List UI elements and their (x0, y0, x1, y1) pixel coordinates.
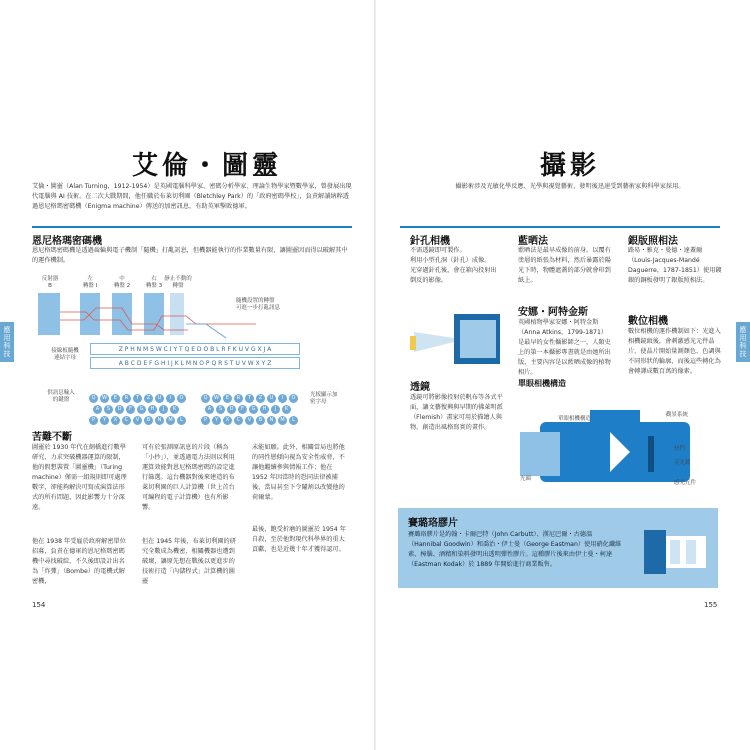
plugboard-row-bottom: A B C D E F G H I J K L M N O P Q R S T U V W X Y Z (90, 357, 300, 369)
keyboard-label: 供訊息輸入 的鍵盤 (47, 390, 75, 403)
key[interactable]: C (122, 416, 131, 425)
lamp: K (282, 405, 291, 414)
cyanotype-text: 藍晒法是最早成像的前身。以覆有塗層的紙張為材料，然后暴露於陽光下時，物體遮蓋的部分就會印到紙上。 (518, 247, 611, 284)
key[interactable]: T (133, 394, 142, 403)
lamp: M (278, 416, 287, 425)
col3-a: 未能如願。此外，相關當局也將他的同性戀傾向視為安全性威脅，不讓他繼續參與情報工作；他在 1952 年因當時的恐同法律被捕後，當局甚至下令閹割以改變他的荷爾蒙。 (252, 444, 345, 501)
key[interactable]: A (93, 405, 102, 414)
enigma-text: 恩尼格瑪密碼機是透過齒輪與電子機制「隨機」打亂訊息，但機器能執行的作業數量有限，讓圖靈因而得以破解其中的運作機制。 (32, 247, 348, 264)
lamp: R (234, 394, 243, 403)
col1-a: 圖靈於 1930 年代在劍橋進行數學研究，力求突破機器運算的限制，他的假想裝置「圖靈機」（Turing machine）僅需一組規則即可處理數字，卻能夠解決可寫成演算法形式的所有問題，因此影響力十分深遠。 (32, 444, 127, 511)
col1-b: 他在 1938 年受雇於政府解密單位招募，負責在德軍的恩尼格瑪密碼機中尋找破綻，不久後即設計出名為「炸彈」（Bombe）的電機式解密機， (32, 538, 126, 585)
key[interactable]: K (170, 405, 179, 414)
key[interactable]: Q (89, 394, 98, 403)
turing-intro: 艾倫・圖靈（Alan Turning，1912-1954）是英國電腦科學家、密碼分析學家、理論生物學家暨數學家，曾發展出現代電腦與 AI 技術。在二次大戰期間，他任職於布萊切利園（Bletchley Park）的「政府密碼學校」，負責解讀納粹透過恩尼格瑪密碼機（Enigma machine）傳送的加密訊息，有助英軍擊敗德軍。 (32, 183, 352, 210)
section-rule-right (400, 226, 720, 228)
cyanotype-heading: 藍晒法 (518, 236, 548, 247)
page-title-photography: 攝影 (540, 151, 601, 181)
film-text: 賽璐珞膠片是約翰・卡爾巴特（John Carbutt）、漢尼巴爾・古德溫（Hannibal Goodwin）和喬治・伊士曼（George Eastman）使用硝化纖維素、樟腦、酒精和染料發明出透明彈性膠片。這種膠片後來由伊士曼・柯達（Eastman Kodak）於 1889 年開始進行商業販售。 (408, 531, 622, 568)
lamp: A (205, 405, 214, 414)
pinhole-item: 利用小型孔洞（針孔）成像。 (410, 257, 491, 264)
key[interactable]: P (89, 416, 98, 425)
page-title-turing: 艾倫・圖靈 (132, 151, 283, 181)
key[interactable]: O (177, 394, 186, 403)
keyboard-row-3 (88, 406, 187, 425)
lamp: T (245, 394, 254, 403)
lamp: V (245, 416, 254, 425)
label-sensor: 感光元件 (674, 480, 697, 486)
plug-label: 接線板隨機 連結字母 (51, 348, 79, 361)
pinhole-item: 不需透鏡即可製作。 (410, 247, 466, 254)
lamp: F (238, 405, 247, 414)
rotor-label-right: 右 轉盤 3 (145, 276, 163, 289)
key[interactable]: B (144, 416, 153, 425)
pinhole-illustration (404, 312, 504, 372)
rotor-note: 隨機設置的轉盤 可進一步打亂訊息 (236, 298, 281, 311)
key[interactable]: V (133, 416, 142, 425)
enigma-heading: 恩尼格瑪密碼機 (32, 236, 102, 247)
side-tab-right: 應用科技 (736, 322, 750, 362)
rotor-label-left: 左 轉盤 I (82, 276, 98, 289)
pinhole-list (410, 246, 500, 286)
gutter (374, 0, 376, 750)
lamp: J (271, 405, 280, 414)
lens-heading: 透鏡 (410, 382, 430, 393)
lamp: P (201, 416, 210, 425)
col2-b: 但在 1945 年後，布萊切利園的研究全數成為機密，相關機器也遭到破壞，讓原先想在戰後以更進步的技術打造「內儲程式」計算機的圖靈 (142, 538, 236, 585)
slr-camera-illustration (520, 392, 700, 502)
key[interactable]: F (126, 405, 135, 414)
lens-text: 透鏡可將影像投射於帆布等各式平面，讓文藝復興與早期的佛萊明派（Flemish）畫家可用於描繪人與物，創造出風格寫實的畫作。 (410, 394, 503, 431)
film-roll-illustration (640, 522, 710, 582)
lampboard-row-3 (200, 406, 299, 425)
pinhole-item: 光穿過針孔後，會在箱內投射出倒反的影像。 (410, 267, 497, 284)
lamp: X (223, 416, 232, 425)
plugboard-row-top: Z P H N M S W C I Y T Q E D O B L R F K U V G X J A (90, 343, 300, 355)
lamp: Z (256, 394, 265, 403)
col3-b: 最後，飽受折磨的圖靈於 1954 年自殺，至於他對現代科學界的重大貢獻，也是近幾十年才獲得認可。 (252, 526, 346, 553)
key[interactable]: S (104, 405, 113, 414)
lamp: D (227, 405, 236, 414)
lamp: S (216, 405, 225, 414)
page-number-left: 154 (32, 601, 46, 609)
lamp: B (256, 416, 265, 425)
hardship-heading: 苦難不斷 (32, 432, 72, 443)
lamp: W (212, 394, 221, 403)
lamp: Q (201, 394, 210, 403)
key[interactable]: E (111, 394, 120, 403)
lamp: U (267, 394, 276, 403)
label-aperture: 光圈 (520, 476, 532, 482)
rotor-label-static: 靜止不動的 轉盤 (164, 276, 192, 289)
lampboard-label: 光板顯示加 密字母 (310, 392, 338, 405)
atkins-heading: 安娜・阿特金斯 (518, 307, 588, 318)
daguerreotype-heading: 銀版照相法 (628, 236, 678, 247)
daguerreotype-text: 路易・雅克・曼德・達蓋爾（Louis-Jacques-Mandé Daguerre，1787-1851）使用鍍銀的銅板發明了銀版照相法。 (628, 247, 722, 284)
label-shutter: 快門 (674, 446, 686, 452)
digital-text: 數位相機的運作機制如下：光進入相機鏡頭後，會刺激感光元件晶片，使晶片開始量測顏色、色調與不同形狀的輪廓，而後這些轉化為會轉譯成數百萬的像素。 (628, 328, 721, 375)
slr-heading: 單眼相機構造 (518, 379, 566, 388)
rotor-label-reflector: 反射器 B (41, 276, 59, 289)
lamp: I (278, 394, 287, 403)
key[interactable]: I (166, 394, 175, 403)
label-viewfinder: 觀景系統 (666, 412, 689, 418)
lamp: Y (212, 416, 221, 425)
key[interactable]: J (159, 405, 168, 414)
photo-intro: 攝影術涉及光敏化學反應、光學與視覺藝術，發明後迅速受到藝術家與科學家採用。 (455, 183, 685, 190)
lamp: G (249, 405, 258, 414)
label-mirror: 反光鏡 (674, 460, 691, 466)
lamp: C (234, 416, 243, 425)
section-rule (32, 226, 352, 228)
rotor-label-middle: 中 轉盤 2 (113, 276, 131, 289)
key[interactable]: L (177, 416, 186, 425)
key[interactable]: D (115, 405, 124, 414)
lamp: H (260, 405, 269, 414)
key[interactable]: Y (100, 416, 109, 425)
key[interactable]: X (111, 416, 120, 425)
film-heading: 賽璐珞膠片 (408, 518, 458, 529)
pinhole-heading: 針孔相機 (410, 236, 450, 247)
key[interactable]: H (148, 405, 157, 414)
digital-heading: 數位相機 (628, 316, 668, 327)
lamp: L (289, 416, 298, 425)
side-tab-left: 應用科技 (0, 322, 14, 362)
lamp: E (223, 394, 232, 403)
atkins-text: 英國植物學家安娜・阿特金斯（Anna Atkins，1799-1871）是最早的女性攝影師之一，人類史上的第一本攝影專書就是由她所出版，主要內容是以藍晒成像的植物相片。 (518, 319, 611, 376)
key[interactable]: R (122, 394, 131, 403)
key[interactable]: Z (144, 394, 153, 403)
col2-a: 可有於張測原訊息的片段（稱為「小抄」），並透過電力法則以利用運算效能對恩尼格瑪密碼的設定進行篩選。這台機器對後來建造的布萊切利園的巨人計算機（世上首台可編程的電子計算機）也有所影響。 (142, 444, 235, 511)
key[interactable]: G (137, 405, 146, 414)
key[interactable]: W (100, 394, 109, 403)
key[interactable]: N (155, 416, 164, 425)
label-slr: 單眼相機構造 (558, 416, 592, 422)
lamp: N (267, 416, 276, 425)
key[interactable]: M (166, 416, 175, 425)
lamp: O (289, 394, 298, 403)
key[interactable]: U (155, 394, 164, 403)
page-number-right: 155 (704, 601, 718, 609)
